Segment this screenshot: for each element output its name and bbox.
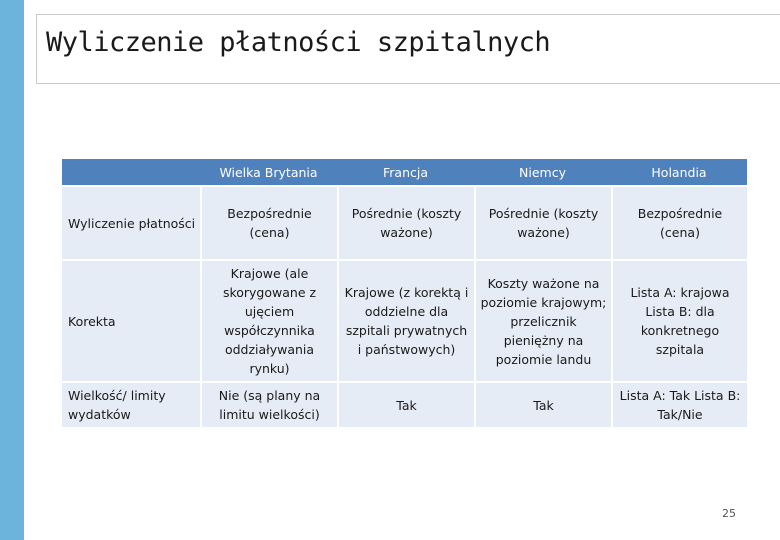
table-cell: Pośrednie (koszty ważone) [337,187,474,259]
table-cell: Lista A: Tak Lista B: Tak/Nie [611,383,747,427]
row-label-payment-calculation: Wyliczenie płatności [62,187,200,259]
table-cell: Nie (są plany na limitu wielkości) [200,383,337,427]
table-cell: Koszty ważone na poziomie krajowym; przelicznik pieniężny na poziomie landu [474,261,611,381]
column-header-uk: Wielka Brytania [200,159,337,185]
column-header-netherlands: Holandia [611,159,747,185]
table-cell: Bezpośrednie (cena) [611,187,747,259]
table-row [62,261,747,381]
hospital-payment-table [62,157,747,429]
page-number: 25 [722,507,736,520]
table-header-row [62,159,747,185]
table-row [62,187,747,259]
table-cell: Krajowe (ale skorygowane z ujęciem współczynnika oddziaływania rynku) [200,261,337,381]
table-cell: Krajowe (z korektą i oddzielne dla szpitali prywatnych i państwowych) [337,261,474,381]
accent-bar [0,0,24,540]
table-cell: Tak [337,383,474,427]
row-label-adjustment: Korekta [62,261,200,381]
row-label-volume-limits: Wielkość/ limity wydatków [62,383,200,427]
column-header-germany: Niemcy [474,159,611,185]
column-header-france: Francja [337,159,474,185]
slide-title: Wyliczenie płatności szpitalnych [46,27,551,58]
header-corner-cell [62,159,200,185]
table-cell: Bezpośrednie (cena) [200,187,337,259]
table-row [62,383,747,427]
table-cell: Lista A: krajowa Lista B: dla konkretnego szpitala [611,261,747,381]
table-cell: Tak [474,383,611,427]
table-cell: Pośrednie (koszty ważone) [474,187,611,259]
